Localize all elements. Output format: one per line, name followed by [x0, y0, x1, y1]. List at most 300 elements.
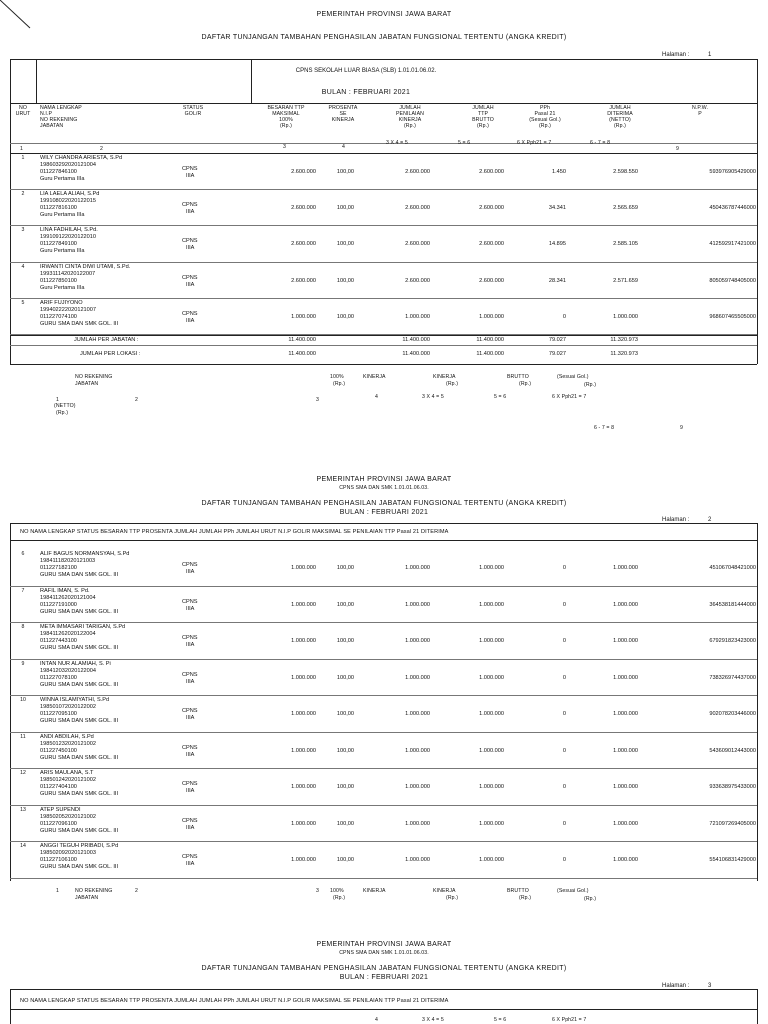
position: GURU SMA DAN SMK GOL. III	[40, 681, 119, 688]
prosentase: 100,00	[336, 857, 354, 864]
prosentase: 100,00	[336, 674, 354, 681]
jumlah-penilaian: 1.000.000	[405, 638, 430, 645]
npwp: 738326974437000	[709, 674, 756, 681]
employee-nip: 198502052020121002	[40, 813, 96, 820]
status: CPNS	[182, 817, 198, 824]
besaran-ttp: 1.000.000	[291, 638, 316, 645]
golongan: IIIA	[186, 751, 195, 758]
employee-nip: 199109122020122010	[40, 234, 96, 241]
besaran-ttp: 1.000.000	[291, 674, 316, 681]
pph: 0	[562, 784, 566, 791]
besaran-ttp: 2.600.000	[291, 205, 316, 212]
status: CPNS	[182, 708, 198, 715]
num-3: 3	[283, 144, 286, 150]
prosentase: 100,00	[336, 169, 354, 176]
total-lokasi-netto: 11.320.973	[610, 351, 638, 357]
golongan: IIIA	[186, 569, 195, 576]
footer2-sesuai: (Sesuai Gol.)	[557, 888, 589, 894]
row-number: 12	[20, 770, 26, 776]
golongan: IIIA	[186, 605, 195, 612]
jumlah-penilaian: 1.000.000	[405, 747, 430, 754]
table-row	[10, 660, 757, 697]
besaran-ttp: 1.000.000	[291, 601, 316, 608]
jumlah-diterima: 1.000.000	[613, 674, 638, 681]
account-number: 011227404100	[40, 784, 77, 790]
account-number: 011227850100	[40, 277, 77, 284]
unit-name-2: CPNS SMA DAN SMK 1.01.01.06.03.	[339, 485, 429, 491]
npwp: 451067048421000	[709, 565, 756, 572]
position: GURU SMA DAN SMK GOL. III	[40, 608, 119, 615]
golongan: IIIA	[186, 715, 195, 722]
employee-nip: 199311142020122007	[40, 270, 96, 277]
num-8: 6 - 7 = 8	[590, 140, 611, 146]
footer-rp5: (Rp.)	[56, 410, 69, 416]
account-number: 011227078100	[40, 674, 77, 681]
position: GURU SMA DAN SMK GOL. III	[40, 791, 119, 797]
pph: 0	[562, 711, 566, 718]
position: Guru Pertama IIIa	[40, 284, 85, 291]
table-row	[10, 226, 757, 262]
status: CPNS	[182, 854, 198, 861]
employee-name: ANDI ABDILAH, S.Pd	[40, 733, 94, 740]
golongan: IIIA	[186, 642, 195, 649]
employee-nip: 198411262020122004	[40, 631, 96, 637]
position: GURU SMA DAN SMK GOL. III	[40, 320, 119, 327]
doc-title-2: DAFTAR TUNJANGAN TAMBAHAN PENGHASILAN JABATAN FUNGSIONAL TERTENTU (ANGKA KREDIT)	[201, 500, 567, 507]
table-row	[10, 190, 757, 226]
npwp: 554106831429000	[709, 857, 756, 864]
employee-name: ALIF BAGUS NORMANSYAH, S.Pd	[40, 551, 130, 557]
unit-name: CPNS SEKOLAH LUAR BIASA (SLB) 1.01.01.06.02.	[295, 68, 437, 74]
prosentase: 100,00	[336, 601, 354, 608]
total-jabatan-besaran: 11.400.000	[288, 337, 316, 343]
row-number: 11	[20, 733, 26, 740]
employee-nip: 199108022020122015	[40, 198, 96, 205]
pph: 0	[562, 747, 566, 754]
jumlah-diterima: 1.000.000	[613, 565, 638, 572]
table-row	[10, 842, 757, 879]
employee-nip: 198501242020121002	[40, 777, 96, 783]
pph: 0	[562, 638, 566, 645]
employee-name: ATEP SUPENDI	[40, 806, 81, 813]
period-2: BULAN : FEBRUARI 2021	[339, 509, 429, 516]
num-9: 9	[676, 146, 679, 152]
jumlah-ttp: 2.600.000	[479, 277, 504, 284]
total-jabatan-netto: 11.320.973	[610, 337, 638, 343]
prosentase: 100,00	[336, 638, 354, 645]
position: Guru Pertama IIIa	[40, 212, 85, 219]
footer-n4: 4	[375, 394, 378, 400]
npwp: 902078203446000	[709, 711, 756, 718]
row-number: 7	[21, 587, 25, 594]
footer-netto: (NETTO)	[54, 403, 76, 409]
account-number: 011227191000	[40, 601, 77, 608]
footer-rp3: (Rp.)	[519, 381, 532, 387]
page3-n6: 5 = 6	[494, 1017, 507, 1023]
npwp: 968607465505000	[709, 313, 756, 320]
employee-name: LINA FADHILAH, S.Pd.	[40, 227, 98, 234]
row-number: 13	[20, 806, 26, 813]
doc-title-3: DAFTAR TUNJANGAN TAMBAHAN PENGHASILAN JABATAN FUNGSIONAL TERTENTU (ANGKA KREDIT)	[201, 965, 567, 972]
total-jabatan-ttp: 11.400.000	[476, 337, 504, 343]
header-ttp: JUMLAH TTP BRUTTO (Rp.)	[472, 105, 494, 129]
footer-sesuai: (Sesuai Gol.)	[557, 374, 589, 380]
row-number: 1	[21, 155, 25, 161]
total-jabatan-label: JUMLAH PER JABATAN :	[74, 337, 139, 343]
jumlah-penilaian: 2.600.000	[405, 241, 430, 248]
employee-name: WINNA ISLAMIYATHI, S.Pd	[40, 697, 110, 703]
employee-nip: 198412032020122004	[40, 667, 96, 674]
besaran-ttp: 2.600.000	[291, 277, 316, 284]
table-row	[10, 299, 757, 335]
position: GURU SMA DAN SMK GOL. III	[40, 645, 119, 651]
jumlah-penilaian: 1.000.000	[405, 857, 430, 864]
npwp: 593976905429000	[709, 169, 756, 176]
besaran-ttp: 1.000.000	[291, 711, 316, 718]
jumlah-penilaian: 1.000.000	[405, 820, 430, 827]
halaman-number-2: 2	[708, 517, 712, 523]
npwp: 933638975433000	[709, 784, 756, 791]
account-number: 011227846100	[40, 169, 77, 175]
account-number: 011227095100	[40, 711, 77, 717]
jumlah-diterima: 1.000.000	[613, 820, 638, 827]
page3-n7: 6 X Pph21 = 7	[552, 1017, 587, 1023]
employee-name: ANGGI TEGUH PRIBADI, S.Pd	[40, 843, 119, 849]
employee-nip: 198502092020121003	[40, 850, 96, 856]
footer-n2: 2	[135, 397, 138, 403]
num-2: 2	[100, 146, 103, 152]
table-row	[10, 733, 757, 770]
jumlah-diterima: 2.571.659	[613, 277, 638, 284]
page3-n4: 4	[375, 1017, 378, 1023]
prosentase: 100,00	[336, 711, 354, 718]
footer-rek: NO REKENING	[75, 374, 113, 380]
prosentase: 100,00	[336, 241, 354, 248]
jumlah-diterima: 1.000.000	[613, 601, 638, 608]
employee-nip: 198411182020121003	[40, 558, 96, 564]
golongan: IIIA	[186, 678, 195, 685]
halaman-number: 1	[708, 52, 712, 58]
prosentase: 100,00	[336, 277, 354, 284]
footer2-rp4: (Rp.)	[584, 896, 597, 902]
halaman-label: Halaman :	[662, 52, 690, 58]
total-lokasi-besaran: 11.400.000	[288, 351, 316, 357]
footer2-rp2: (Rp.)	[446, 895, 459, 901]
account-number: 011227182100	[40, 565, 77, 571]
npwp: 679291823423000	[709, 638, 756, 645]
golongan: IIIA	[186, 861, 195, 868]
jumlah-penilaian: 1.000.000	[405, 711, 430, 718]
status: CPNS	[182, 781, 198, 788]
footer-pct: 100%	[330, 374, 344, 380]
row-number: 10	[20, 697, 26, 703]
table-row	[10, 154, 757, 190]
account-number: 011227096100	[40, 820, 77, 827]
golongan: IIIA	[186, 788, 195, 795]
employee-name: RAFIL IMAN, S. Pd.	[40, 587, 90, 594]
jumlah-diterima: 2.565.659	[613, 205, 638, 212]
account-number: 011227106100	[40, 857, 77, 863]
employee-name: IRWANTI CINTA DIWI UTAMI, S.Pd.	[40, 263, 131, 270]
pph: 0	[562, 674, 566, 681]
gov-title-3: PEMERINTAH PROVINSI JAWA BARAT	[316, 941, 452, 948]
position: GURU SMA DAN SMK GOL. III	[40, 572, 119, 578]
header-npwp: N.P.W. P	[691, 105, 709, 117]
row-number: 14	[20, 843, 26, 849]
footer2-rp1: (Rp.)	[333, 895, 346, 901]
header-no: NO URUT	[15, 105, 31, 117]
jumlah-ttp: 1.000.000	[479, 313, 504, 320]
status: CPNS	[182, 598, 198, 605]
doc-title: DAFTAR TUNJANGAN TAMBAHAN PENGHASILAN JABATAN FUNGSIONAL TERTENTU (ANGKA KREDIT)	[201, 34, 567, 41]
npwp: 805059748405000	[709, 277, 756, 284]
npwp: 364538181444000	[709, 601, 756, 608]
pph: 0	[562, 601, 566, 608]
prosentase: 100,00	[336, 784, 354, 791]
jumlah-diterima: 1.000.000	[613, 784, 638, 791]
pph: 14.895	[548, 241, 566, 248]
footer-n1: 1	[56, 397, 59, 403]
gov-title: PEMERINTAH PROVINSI JAWA BARAT	[316, 11, 452, 18]
golongan: IIIA	[186, 824, 195, 831]
prosentase: 100,00	[336, 820, 354, 827]
besaran-ttp: 1.000.000	[291, 565, 316, 572]
golongan: IIIA	[186, 317, 195, 324]
besaran-ttp: 1.000.000	[291, 747, 316, 754]
npwp: 412592917421000	[709, 241, 756, 248]
pph: 0	[562, 313, 566, 320]
position: Guru Pertama IIIa	[40, 176, 85, 182]
status: CPNS	[182, 238, 198, 245]
num-6: 5 = 6	[458, 140, 471, 146]
npwp: 543609012443000	[709, 747, 756, 754]
employee-nip: 198501232020121002	[40, 740, 96, 747]
jumlah-ttp: 1.000.000	[479, 820, 504, 827]
status: CPNS	[182, 744, 198, 751]
employee-nip: 198603292020121004	[40, 162, 96, 168]
unit-name-3: CPNS SMA DAN SMK 1.01.01.06.03.	[339, 950, 429, 956]
total-lokasi-label: JUMLAH PER LOKASI :	[80, 351, 141, 357]
employee-name: INTAN NUR ALAMIAH, S. Pi	[40, 660, 111, 667]
npwp: 721097269405000	[709, 820, 756, 827]
header-pph: PPh Pasal 21 (Sesuai Gol.) (Rp.)	[529, 105, 561, 129]
halaman-label-2: Halaman :	[662, 517, 690, 523]
employee-name: ARIF FUJIYONO	[40, 299, 83, 306]
footer2-n3: 3	[316, 888, 319, 894]
num-4: 4	[342, 144, 345, 150]
status: CPNS	[182, 671, 198, 678]
pph: 34.341	[548, 205, 566, 212]
page3-n5: 3 X 4 = 5	[422, 1017, 444, 1023]
jumlah-ttp: 1.000.000	[479, 601, 504, 608]
period-3: BULAN : FEBRUARI 2021	[339, 974, 429, 981]
header-nama: NAMA LENGKAP N.I.P NO REKENING JABATAN	[40, 105, 82, 129]
row-number: 6	[21, 551, 25, 557]
prosentase: 100,00	[336, 205, 354, 212]
besaran-ttp: 1.000.000	[291, 820, 316, 827]
header-prosentase: PROSENTA SE KINERJA	[328, 105, 358, 123]
jumlah-diterima: 1.000.000	[613, 313, 638, 320]
footer-n5: 3 X 4 = 5	[422, 394, 444, 400]
total-lokasi-pph: 79.027	[548, 351, 566, 357]
table-row	[10, 806, 757, 843]
golongan: IIIA	[186, 173, 195, 180]
total-jabatan-pph: 79.027	[548, 337, 566, 343]
table-row	[10, 263, 757, 299]
footer-rp4: (Rp.)	[584, 382, 597, 388]
jumlah-diterima: 2.598.550	[613, 169, 638, 176]
jumlah-diterima: 1.000.000	[613, 711, 638, 718]
jumlah-penilaian: 1.000.000	[405, 565, 430, 572]
employee-nip: 198501072020122002	[40, 704, 96, 710]
footer-rp2: (Rp.)	[446, 381, 459, 387]
period: BULAN : FEBRUARI 2021	[321, 89, 411, 96]
pph: 0	[562, 565, 566, 572]
num-7: 6 X Pph21 = 7	[517, 140, 552, 146]
footer-brutto: BRUTTO	[507, 374, 529, 380]
position: Guru Pertama IIIa	[40, 248, 85, 255]
jumlah-penilaian: 1.000.000	[405, 784, 430, 791]
jumlah-penilaian: 1.000.000	[405, 601, 430, 608]
jumlah-diterima: 2.585.105	[613, 241, 638, 248]
status: CPNS	[182, 274, 198, 281]
row-number: 3	[21, 227, 25, 234]
employee-nip: 199402222020121007	[40, 306, 96, 313]
jumlah-ttp: 1.000.000	[479, 565, 504, 572]
jumlah-ttp: 2.600.000	[479, 205, 504, 212]
halaman-number-3: 3	[708, 983, 712, 989]
footer2-n1: 1	[56, 888, 59, 894]
jumlah-ttp: 1.000.000	[479, 674, 504, 681]
account-number: 011227443100	[40, 638, 77, 644]
jumlah-diterima: 1.000.000	[613, 638, 638, 645]
footer-rp1: (Rp.)	[333, 381, 346, 387]
employee-name: WILY CHANDRA ARIESTA, S.Pd	[40, 155, 123, 161]
num-1: 1	[20, 146, 23, 152]
jumlah-ttp: 2.600.000	[479, 169, 504, 176]
footer-n6: 5 = 6	[494, 394, 507, 400]
row-number: 4	[21, 263, 25, 270]
pph: 28.341	[548, 277, 566, 284]
footer-jab: JABATAN	[75, 381, 99, 387]
account-number: 011227074100	[40, 313, 77, 320]
footer2-pct: 100%	[330, 888, 344, 894]
npwp: 450436787446000	[709, 205, 756, 212]
golongan: IIIA	[186, 245, 195, 252]
jumlah-penilaian: 2.600.000	[405, 205, 430, 212]
besaran-ttp: 2.600.000	[291, 169, 316, 176]
position: GURU SMA DAN SMK GOL. III	[40, 864, 119, 870]
status: CPNS	[182, 562, 198, 569]
footer-n3: 3	[316, 397, 319, 403]
jumlah-penilaian: 1.000.000	[405, 313, 430, 320]
footer2-n2: 2	[135, 888, 138, 894]
table-row	[10, 696, 757, 733]
status: CPNS	[182, 310, 198, 317]
table-row	[10, 769, 757, 806]
footer2-kin1: KINERJA	[363, 888, 386, 894]
status: CPNS	[182, 166, 198, 173]
table-row	[10, 587, 757, 624]
jumlah-penilaian: 2.600.000	[405, 169, 430, 176]
header-line-3: NO NAMA LENGKAP STATUS BESARAN TTP PROSENTA JUMLAH JUMLAH PPh JUMLAH URUT N.I.P GOL/R MAKSIMAL SE PENILAIAN TTP Pasal 21 DITERIMA	[20, 998, 449, 1004]
pph: 0	[562, 857, 566, 864]
row-number: 2	[21, 191, 25, 198]
total-lokasi-ttp: 11.400.000	[476, 351, 504, 357]
table-row	[10, 623, 757, 660]
footer2-rp3: (Rp.)	[519, 895, 532, 901]
jumlah-diterima: 1.000.000	[613, 857, 638, 864]
footer2-kin2: KINERJA	[433, 888, 456, 894]
footer2-brutto: BRUTTO	[507, 888, 529, 894]
prosentase: 100,00	[336, 747, 354, 754]
num-5: 3 X 4 = 5	[386, 140, 408, 146]
footer-kin2: KINERJA	[433, 374, 456, 380]
footer-n7: 6 X Pph21 = 7	[552, 394, 587, 400]
position: GURU SMA DAN SMK GOL. III	[40, 754, 119, 761]
row-number: 9	[21, 660, 25, 667]
footer-n8: 6 - 7 = 8	[594, 425, 615, 431]
employee-name: ARIS MAULANA, S.T	[40, 770, 94, 776]
total-lokasi-penilaian: 11.400.000	[402, 351, 430, 357]
footer-n9: 9	[680, 425, 683, 431]
jumlah-ttp: 1.000.000	[479, 711, 504, 718]
employee-name: META IMMASARI TARIGAN, S.Pd	[40, 624, 126, 630]
account-number: 011227849100	[40, 241, 77, 248]
position: GURU SMA DAN SMK GOL. III	[40, 718, 119, 724]
total-jabatan-penilaian: 11.400.000	[402, 337, 430, 343]
footer2-jab: JABATAN	[75, 895, 99, 901]
account-number: 011227816100	[40, 205, 77, 212]
prosentase: 100,00	[336, 565, 354, 572]
besaran-ttp: 1.000.000	[291, 857, 316, 864]
row-number: 5	[21, 299, 25, 306]
table-row	[10, 550, 757, 587]
jumlah-ttp: 2.600.000	[479, 241, 504, 248]
header-penilaian: JUMLAH PENILAIAN KINERJA (Rp.)	[395, 105, 424, 129]
header-besaran: BESARAN TTP MAKSIMAL 100% (Rp.)	[267, 105, 305, 129]
header-diterima: JUMLAH DITERIMA (NETTO) (Rp.)	[607, 105, 633, 129]
footer2-rek: NO REKENING	[75, 888, 113, 894]
golongan: IIIA	[186, 209, 195, 216]
status: CPNS	[182, 202, 198, 209]
header-line-2: NO NAMA LENGKAP STATUS BESARAN TTP PROSENTA JUMLAH JUMLAH PPh JUMLAH URUT N.I.P GOL/R MAKSIMAL SE PENILAIAN TTP Pasal 21 DITERIMA	[20, 529, 449, 535]
position: GURU SMA DAN SMK GOL. III	[40, 827, 119, 834]
besaran-ttp: 1.000.000	[291, 313, 316, 320]
golongan: IIIA	[186, 281, 195, 288]
jumlah-penilaian: 2.600.000	[405, 277, 430, 284]
header-status: STATUS GOL/R	[182, 105, 204, 117]
prosentase: 100,00	[336, 313, 354, 320]
account-number: 011227450100	[40, 747, 77, 754]
row-number: 8	[21, 624, 25, 630]
besaran-ttp: 2.600.000	[291, 241, 316, 248]
jumlah-diterima: 1.000.000	[613, 747, 638, 754]
pph: 0	[562, 820, 566, 827]
employee-name: LIA LAELA ALIAH, S.Pd	[40, 191, 100, 198]
jumlah-ttp: 1.000.000	[479, 638, 504, 645]
footer-kin1: KINERJA	[363, 374, 386, 380]
jumlah-ttp: 1.000.000	[479, 857, 504, 864]
status: CPNS	[182, 635, 198, 642]
gov-title-2: PEMERINTAH PROVINSI JAWA BARAT	[316, 476, 452, 483]
besaran-ttp: 1.000.000	[291, 784, 316, 791]
halaman-label-3: Halaman :	[662, 983, 690, 989]
jumlah-ttp: 1.000.000	[479, 784, 504, 791]
employee-nip: 198411262020121004	[40, 594, 96, 601]
jumlah-ttp: 1.000.000	[479, 747, 504, 754]
jumlah-penilaian: 1.000.000	[405, 674, 430, 681]
